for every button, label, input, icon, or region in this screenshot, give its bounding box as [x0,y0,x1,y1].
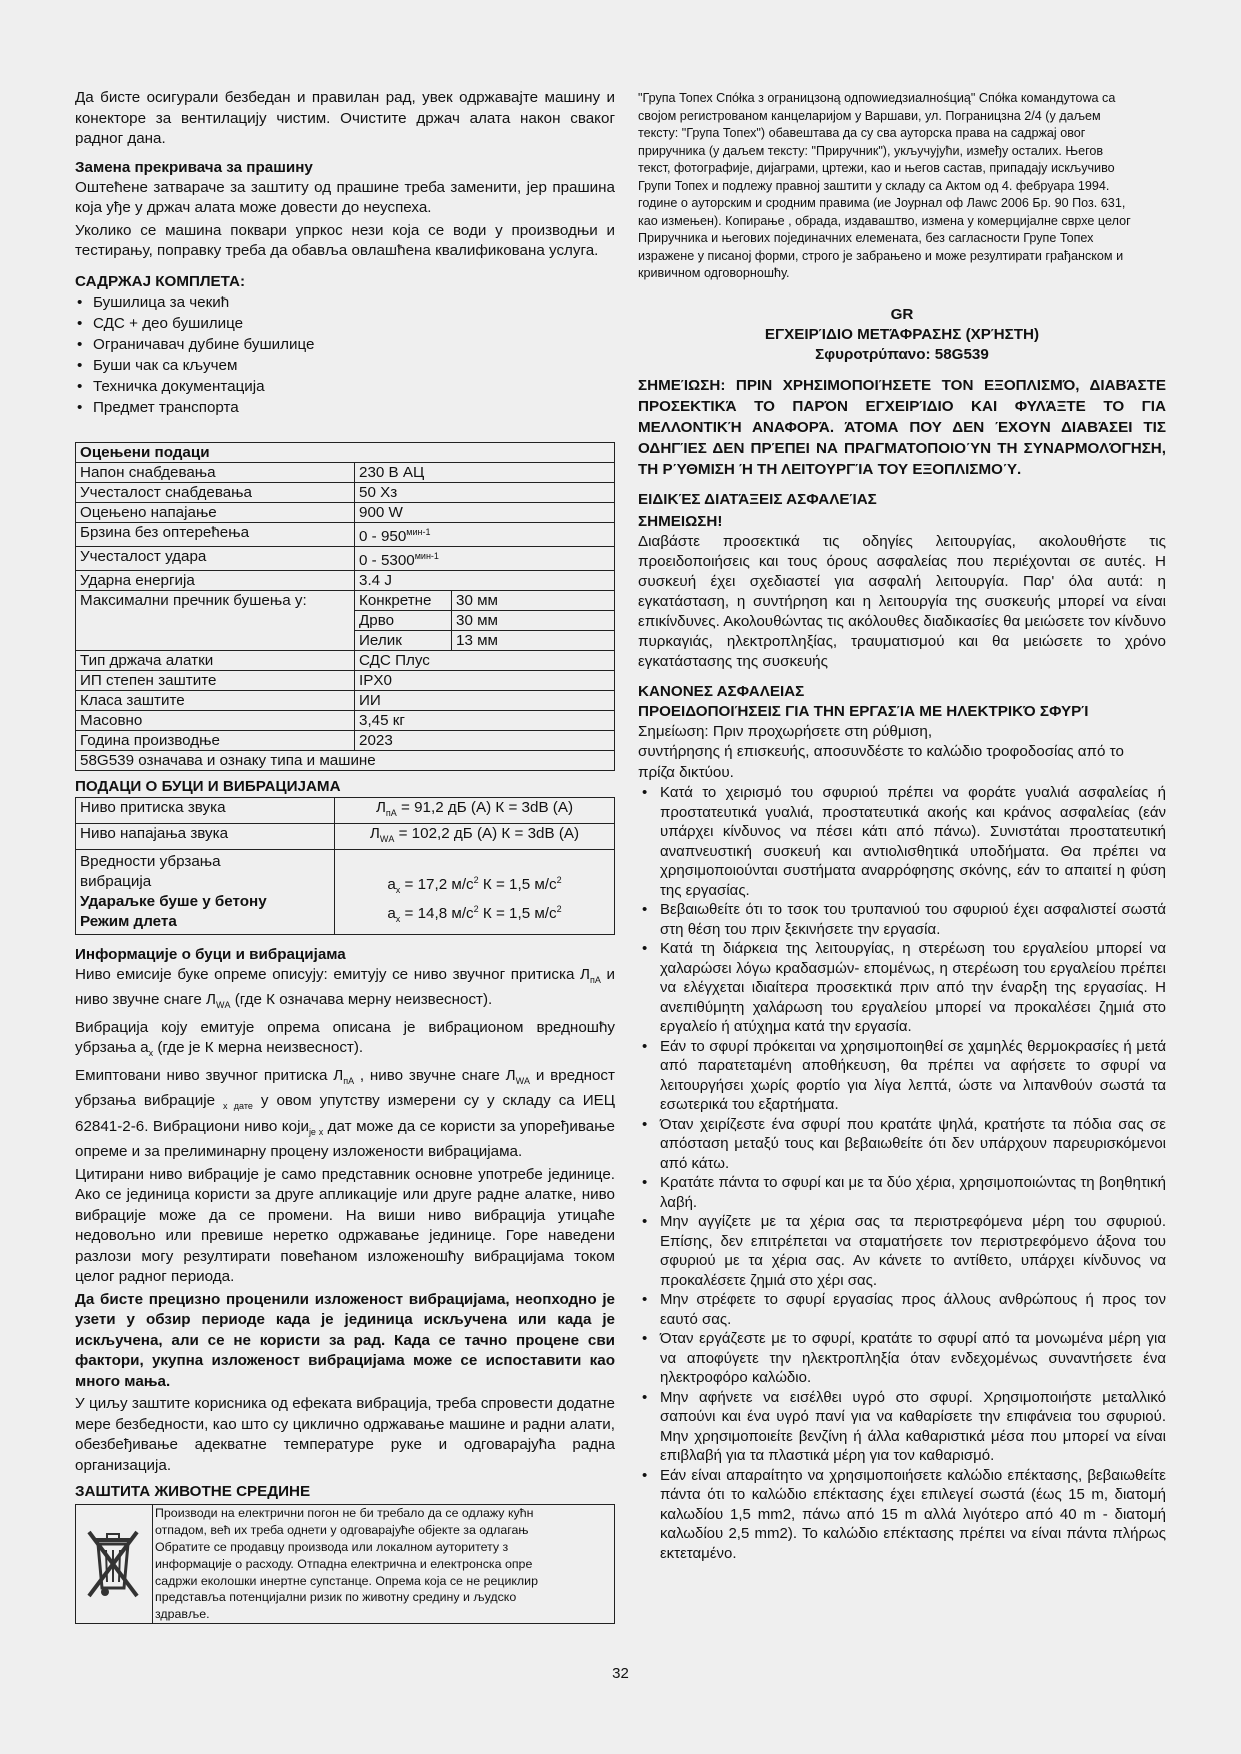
spec-label: Тип држача алатки [76,650,355,670]
manual-title: ΕΓΧΕΙΡΊΔΙΟ ΜΕΤΆΦΡΑΣΗΣ (ΧΡΉΣΤΗ) [764,325,1040,343]
spec-table [75,442,615,771]
list-item: • Μην στρέφετε το σφυρί εργασίας προς άλλους ανθρώπους ή προς τον εαυτό σας. [638,1290,1166,1329]
noise-info-heading: Информације о буци и вибрацијама [75,945,346,963]
model-title: Σφυροτρύπανο: 58G539 [815,345,989,363]
spec-value: IPX0 [355,670,615,690]
crossed-bin-icon [76,1505,153,1623]
list-item: • Εάν το σφυρί πρόκειται να χρησιμοποιηθεί σε χαμηλές θερμοκρασίες ή μετά από παρατεταμένη αποθήκευση, θα πρέπει να αφήσετε το σφυρί να λειτουργήσει χωρίς φορτίο για λίγα λεπτά, ώστε να λιπανθούν σωστά τα εσωτερικά του εξαρτήματα. [638,1037,1166,1115]
noise-info-p1: Ниво емисије буке опреме описују: емитују се ниво звучног притиска $Л_{пА}$ и ниво звучне снаге $Л_{WА}$ (где К означава мерну неизвесност). [75,965,615,1011]
warn-note-2: συντήρησης ή επισκευής, αποσυνδέστε το καλώδιο τροφοδοσίας από το [638,743,1124,760]
spec-value: 900 W [355,502,615,522]
list-item: • Μην αφήνετε να εισέλθει υγρό στο σφυρί. Χρησιμοποιήστε μεταλλικό σαπούνι και ένα υγρό πανί για να καθαρίσετε την επιφάνεια του σφυριού. Μην χρησιμοποιείτε βενζίνη ή άλλα καθαριστικά μέσα που μπορεί να είναι επιβλαβή για τα πλαστικά μέρη για τον καθαρισμό. [638,1388,1166,1466]
list-item: • Μην αγγίζετε με τα χέρια σας τα περιστρεφόμενα μέρη του σφυριού. Επίσης, δεν επιτρέπεται να σταματήσετε τον περιστρεφόμενο άξονα του σφυριού με τα χέρια σας. Αν κάνετε το αντίθετο, υπάρχει κίνδυνος να προκαλέσετε ζημιά στο χέρι σας. [638,1212,1166,1290]
spec-label: Класа заштите [76,690,355,710]
spec-value: 50 Хз [355,482,615,502]
vibration-values: $а_х = 17,2$ $м/с^2$ К = 1,5 $м/с^2$ $а_х = 14,8$ $м/с^2$ К = 1,5 $м/с^2$ [335,849,615,934]
kit-item: • Ограничавач дубине бушилице [75,334,615,355]
diameter-cell [355,590,615,650]
kit-item: • Бушилица за чекић [75,292,615,313]
kit-item: • Буши чак са кључем [75,355,615,376]
environment-box [75,1504,615,1624]
spec-value: 230 В АЦ [355,462,615,482]
spec-label: Учесталост снабдевања [76,482,355,502]
spec-label: Година производње [76,730,355,750]
list-item: • Βεβαιωθείτε ότι το τσοκ του τρυπανιού του σφυριού έχει ασφαλιστεί σωστά στη θέση του πριν ξεκινήσετε την εργασία. [638,900,1166,939]
spec-label: ИП степен заштите [76,670,355,690]
note-bold: ΣΗΜΕΊΩΣΗ: ΠΡΙΝ ΧΡΗΣΙΜΟΠΟΙΉΣΕΤΕ ΤΟΝ ΕΞΟΠΛΙΣΜΌ, ΔΙΑΒΆΣΤΕ ΠΡΟΣΕΚΤΙΚΆ ΤΟ ΠΑΡΌΝ ΕΓΧΕΙΡΊΔΙΟ ΚΑΙ ΦΥΛΆΞΤΕ ΤΟ ΓΙΑ ΜΕΛΛΟΝΤΙΚΉ ΑΝΑΦΟΡΆ. ΆΤΟΜΑ ΠΟΥ ΔΕΝ ΈΧΟΥΝ ΔΙΑΒΆΣΕΙ ΤΙΣ ΟΔΗΓΊΕΣ ΔΕΝ ΠΡΈΠΕΙ ΝΑ ΠΡΑΓΜΑΤΟΠΟΙΟΎΝ ΤΗ ΣΥΝΑΡΜΟΛΌΓΗΣΗ, ΤΗ ΡΎΘΜΙΣΗ Ή ΤΗ ΛΕΙΤΟΥΡΓΊΑ ΤΟΥ ΕΞΟΠΛΙΣΜΟΎ. [638,376,1166,478]
spec-title: Оцењени подаци [76,442,615,462]
warn-note-3: πρίζα δικτύου. [638,763,734,781]
list-item: • Κρατάτε πάντα το σφυρί και με τα δύο χέρια, χρησιμοποιώντας τη βοηθητική λαβή. [638,1173,1166,1212]
spec-label: Максимални пречник бушења у: [76,590,355,650]
kit-item: • Техничка документација [75,376,615,397]
note-text: Διαβάστε προσεκτικά τις οδηγίες λειτουργίας, ακολουθήστε τις προειδοποιήσεις και τους όρους ασφαλείας που περιέχονται σε αυτές. Η συσκευή έχει σχεδιαστεί για ασφαλή λειτουργία. Παρ' όλα αυτά: η εγκατάσταση, η συντήρηση και η λειτουργία της συσκευής μπορεί να είναι επικίνδυνες. Ακολουθώντας τις ακόλουθες διαδικασίες θα μειώσετε τον κίνδυνο πυρκαγιάς, ηλεκτροπληξίας, τραυματισμού και θα μειώσετε το χρόνο εγκατάστασης της συσκευής [638,532,1166,670]
spec-value: 3.4 Ј [355,570,615,590]
list-item: • Εάν είναι απαραίτητο να χρησιμοποιήσετε καλώδιο επέκτασης, βεβαιωθείτε πάντα ότι το καλώδιο επέκτασης έχει επιλεγεί σωστά (έως 15 m, διατομή καλωδίου 1,5 mm2, πάνω από 15 m αλλά λιγότερο από 40 m - διατομή καλωδίου 2,5 mm2). Το καλώδιο επέκτασης πρέπει να είναι πάντα πλήρως εκτεταμένο. [638,1466,1166,1564]
spec-value: ИИ [355,690,615,710]
noise-value: $Л_{пА} = 91,2$ дБ (А) К = 3dB (А) [335,797,615,823]
safety-bullets [638,783,1166,1563]
spec-label: Ударна енергија [76,570,355,590]
list-item: • Όταν χειρίζεστε ένα σφυρί που κρατάτε ψηλά, κρατήστε τα πόδια σας σε απόσταση μεταξύ τους και βεβαιωθείτε ότι δεν υπάρχουν παρευρισκόμενοι από κάτω. [638,1115,1166,1174]
noise-info-p3: Емиптовани ниво звучног притиска $Л_{пА}$ , ниво звучне снаге $Л_{WА}$ и вредност убрзања вибрације $_{х дате}$ у овом упутству измерени су у складу са ИЕЦ 62841-2-6. Вибрациони ниво који$_{је х}$ дат може да се користи за упоређивање опреме и за прелиминарну процену изложености вибрацијама. [75,1066,615,1161]
kit-item: • Предмет транспорта [75,397,615,418]
copyright-notice: "Група Топех Спółка з ограницзонą одпоwиедзиалноśциą" Спółка командутоwа са својом регистрованом канцеларијом у Варшави, ул. Пограницзна 2/4 (у даљем тексту: "Група Топех") обавештава да су сва ауторска права на садржај овог приручника (у даљем тексту: "Приручник"), укључујући, између осталих. Његов текст, фотографије, дијаграми, цртежи, као и његов састав, припадају искључиво Групи Топех и подлежу правној заштити у складу са Актом од 4. фебруара 1994. године о ауторским и сродним правима (ие Јоурнал оф Лаwс 2006 Бр. 90 Поз. 631, као измењен). Копирање , обрада, издаваштво, измена у комерцијалне сврхе целог Приручника и његових појединачних елемената, без сагласности Групе Топех изражене у писаној форми, строго је забрањено и може резултирати грађанском и кривичном одговорношћу. [638,91,1131,280]
spec-value: СДС Плус [355,650,615,670]
dust-cover-heading: Замена прекривача за прашину [75,158,313,176]
spec-label: Оцењено напајање [76,502,355,522]
kit-heading: САДРЖАЈ КОМПЛЕТА: [75,272,246,290]
diam-material: Конкретне [355,591,452,611]
spec-label: Напон снабдевања [76,462,355,482]
vibration-label: Вредности убрзања вибрација Удараљке буше у бетону Режим длета [76,849,335,934]
spec-label: Брзина без оптерећења [76,522,355,546]
environment-heading: ЗАШТИТА ЖИВОТНЕ СРЕДИНЕ [75,1483,311,1501]
noise-label: Ниво напајања звука [76,823,335,849]
note-heading: ΣΗΜΕΙΩΣΗ! [638,512,723,530]
warnings-heading: ΠΡΟΕΙΔΟΠΟΙΉΣΕΙΣ ΓΙΑ ΤΗΝ ΕΡΓΑΣΊΑ ΜΕ ΗΛΕΚΤΡΙΚΌ ΣΦΥΡΊ [638,702,1089,720]
diam-value: 13 мм [456,631,498,649]
warn-note-1: Σημείωση: Πριν προχωρήσετε στη ρύθμιση, [638,722,933,740]
spec-value: $0 - 5300^{мин-1}$ [355,546,615,570]
diam-material: Иелик [355,630,452,650]
kit-item: • СДС + део бушилице [75,313,615,334]
noise-info-p2: Вибрација коју емитује опрема описана је вибрационом вредношћу убрзања $а_х$ (где је К мерна неизвесност). [75,1018,615,1059]
list-item: • Κατά το χειρισμό του σφυριού πρέπει να φοράτε γυαλιά ασφαλείας ή προστατευτικά γυαλιά, προστατευτικά ακοής και κράνος ασφαλείας (εάν υπάρχει κίνδυνος να πέσει κάτι από πάνω). Συνιστάται προστατευτική αναπνευστική συσκευή και αντιολισθητικά υποδήματα. Θα πρέπει να χρησιμοποιούνται συστήματα αναρρόφησης σκόνης, εάν το απαιτεί η φύση της εργασίας. [638,783,1166,900]
kit-list [75,292,615,418]
dust-paragraph-2: Уколико се машина поквари упркос нези која се води у производњи и тестирању, поправку треба да обавља овлашћена квалификована услуга. [75,221,615,259]
page-number: 32 [612,1665,629,1682]
list-item: • Κατά τη διάρκεια της λειτουργίας, η στερέωση του εργαλείου μπορεί να χαλαρώσει λόγω κραδασμών- επομένως, η στερέωση του εργαλείου πρέπει να ελέγχεται ιδιαίτερα προσεκτικά πριν από την έναρξη της εργασίας. Η ανεπιθύμητη χαλάρωση του εργαλείου μπορεί να προκαλέσει ζημιά στο εργαλείο ή ατύχημα κατά την εργασία. [638,939,1166,1037]
left-column [75,88,615,1624]
spec-label: Учесталост удара [76,546,355,570]
noise-table [75,797,615,935]
list-item: • Όταν εργάζεστε με το σφυρί, κρατάτε το σφυρί από τα μονωμένα μέρη για να αποφύγετε την ηλεκτροπληξία όταν ενδεχομένως συναντήσετε ένα ηλεκτροφόρο καλώδιο. [638,1329,1166,1388]
language-code: GR [890,305,914,323]
diam-value: 30 мм [452,610,615,630]
rules-heading: ΚΑΝΟΝΕΣ ΑΣΦΑΛΕΙΑΣ [638,682,805,700]
special-safety-heading: ΕΙΔΙΚΈΣ ΔΙΑΤΆΞΕΙΣ ΑΣΦΑΛΕΊΑΣ [638,490,877,508]
noise-info-p4: Цитирани ниво вибрације је само представник основне употребе јединице. Ако се јединица користи за друге апликације или друге радне алатке, ниво вибрације може да се промени. На виши ниво вибрација утицаће недовољно или превише неретко одржавање јединице. Горе наведени разлози могу резултирати повећаном изложеношћу вибрацијама током целог радног периода. [75,1165,615,1286]
noise-value: $Л_{WА} = 102,2$ дБ (А) К = 3dB (А) [335,823,615,849]
noise-label: Ниво притиска звука [76,797,335,823]
noise-info-p6: У циљу заштите корисника од ефеката вибрација, треба спровести додатне мере безбедности, као што су циклично одржавање машине и радни алати, обезбеђивање адекватне температуре руке и одговарајућа радна организација. [75,1395,615,1474]
diam-value: 30 мм [452,591,615,611]
right-column [638,90,1166,1563]
noise-info-p5: Да бисте прецизно проценили изложеност вибрацијама, неопходно је узети у обзир периоде када је јединица искључена или када је искључена, али се не користи за рад. Када се тачно процене сви фактори, укупна изложеност вибрацијама може се испоставити као много мања. [75,1290,615,1390]
intro-paragraph: Да бисте осигурали безбедан и правилан рад, увек одржавајте машину и конекторе за вентилацију чистим. Очистите држач алата након сваког радног дана. [75,89,615,147]
spec-label: Масовно [76,710,355,730]
environment-text: Производи на електрични погон не би требало да се одлажу кућн отпадом, већ их треба однети у одговарајуће објекте за одлагањ Обратите се продавцу производа или локалном ауторитету з информације о расходу. Отпадна електрична и електронска опре садржи еколошки инертне супстанце. Опрема која се не рециклир представља потенцијални ризик по животну средину и људско здравље. [155,1506,538,1622]
spec-value: 2023 [355,730,615,750]
spec-value: 3,45 кг [355,710,615,730]
noise-heading: ПОДАЦИ О БУЦИ И ВИБРАЦИЈАМА [75,777,341,795]
spec-value: $0 - 950^{мин-1}$ [355,522,615,546]
spec-footer: 58G539 означава и ознаку типа и машине [76,750,615,770]
dust-paragraph-1: Оштећене затвараче за заштиту од прашине треба заменити, јер прашина која уђе у држач алата може довести до неуспеха. [75,178,615,216]
diam-material: Дрво [355,610,452,630]
